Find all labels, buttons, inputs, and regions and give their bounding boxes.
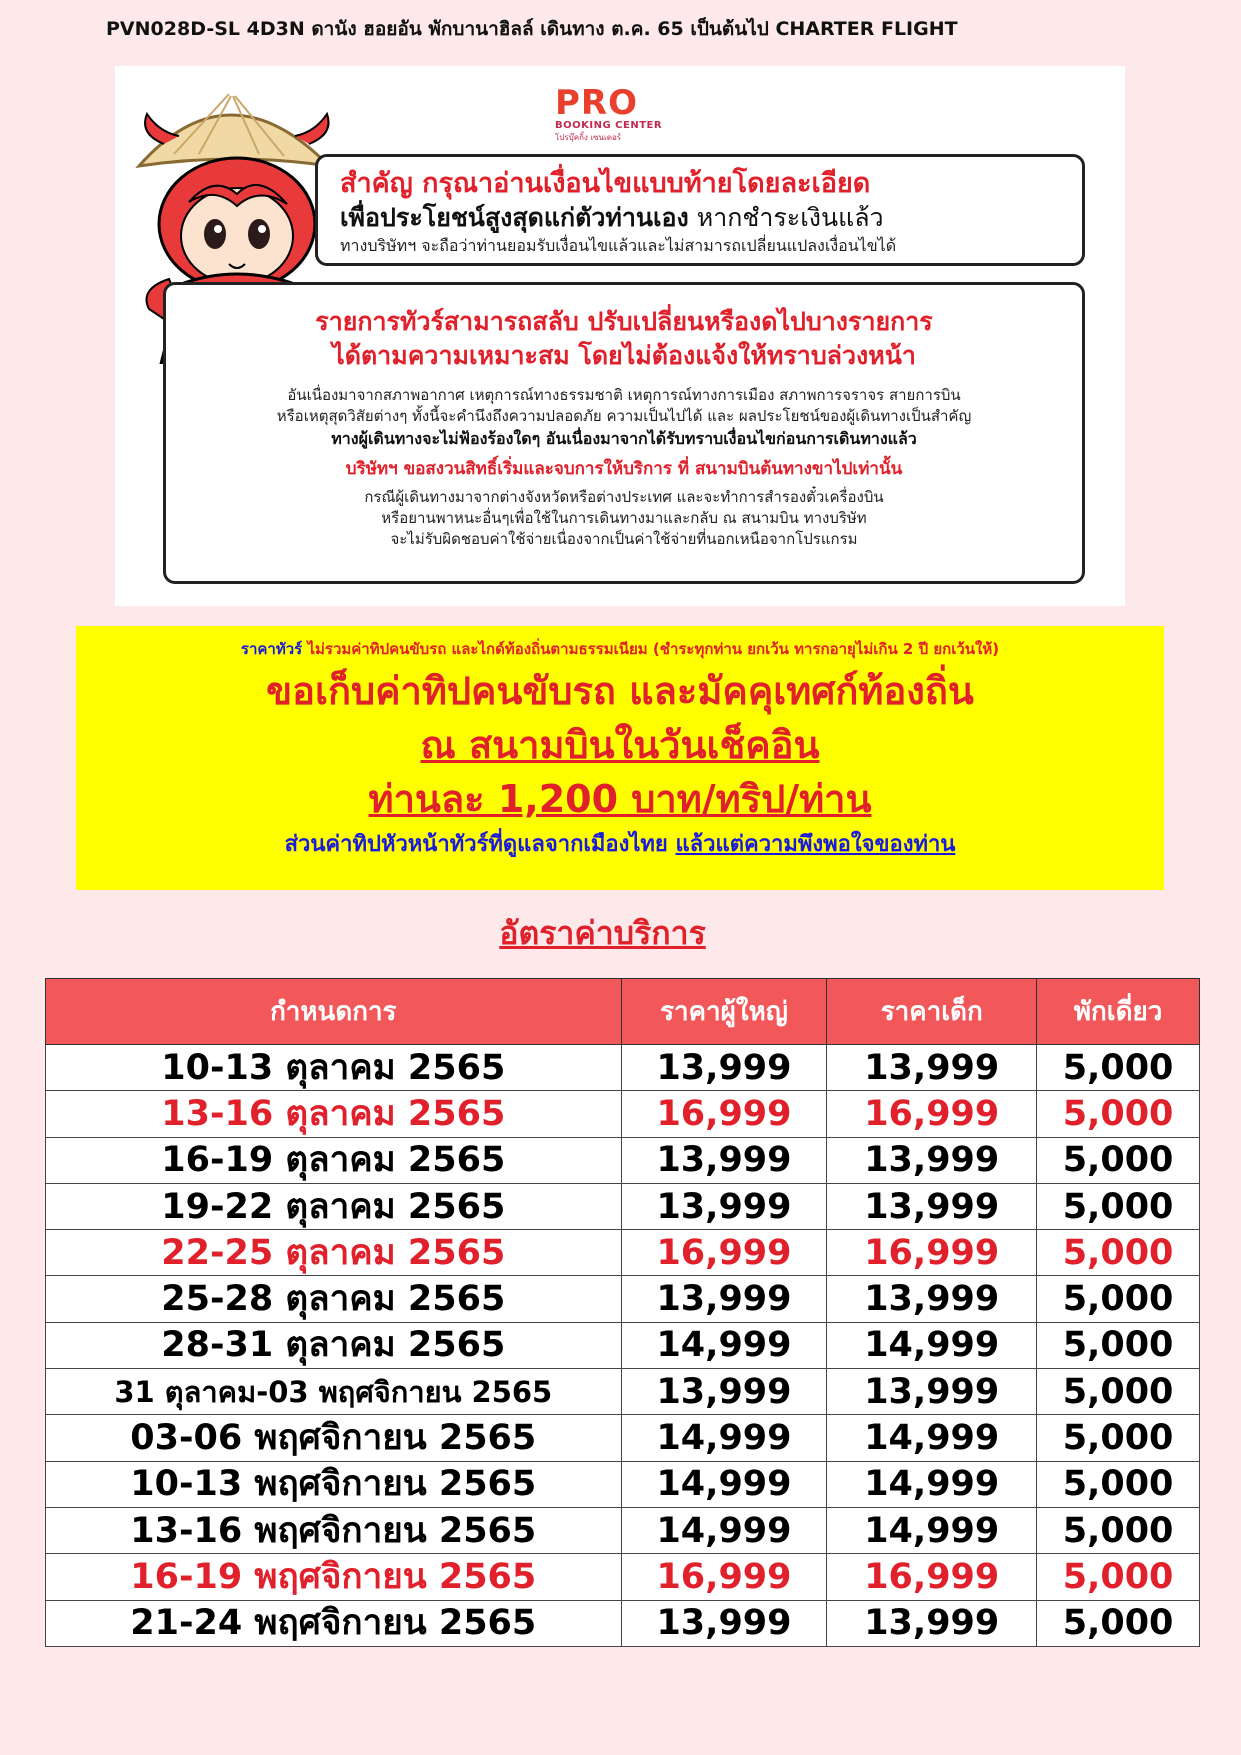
schedule-cell: 16-19 ตุลาคม 2565 bbox=[46, 1137, 622, 1183]
schedule-cell: 10-13 ตุลาคม 2565 bbox=[46, 1045, 622, 1091]
child-price-cell: 14,999 bbox=[827, 1322, 1037, 1368]
tip-note: ราคาทัวร์ ไม่รวมค่าทิปคนขับรถ และไกด์ท้องถิ่นตามธรรมเนียม (ชำระทุกท่าน ยกเว้น ทารกอายุไม่เกิน 2 ปี ยกเว้นให้) bbox=[240, 640, 1000, 658]
table-row bbox=[46, 1600, 1200, 1646]
adult-price-cell: 16,999 bbox=[621, 1230, 827, 1276]
adult-price-cell: 16,999 bbox=[621, 1554, 827, 1600]
table-row bbox=[46, 1091, 1200, 1137]
table-row bbox=[46, 1554, 1200, 1600]
tour-leader-tip-line: ส่วนค่าทิปหัวหน้าทัวร์ที่ดูแลจากเมืองไทย แล้วแต่ความพึงพอใจของท่าน bbox=[284, 832, 956, 857]
adult-price-cell: 13,999 bbox=[621, 1137, 827, 1183]
table-row bbox=[46, 1137, 1200, 1183]
tip-line-1: ขอเก็บค่าทิปคนขับรถ และมัคคุเทศก์ท้องถิ่น bbox=[266, 669, 974, 713]
itinerary-change-box bbox=[163, 282, 1085, 584]
adult-price-cell: 16,999 bbox=[621, 1091, 827, 1137]
single-supplement-cell: 5,000 bbox=[1037, 1183, 1200, 1229]
schedule-cell: 19-22 ตุลาคม 2565 bbox=[46, 1183, 622, 1229]
important-line-2: เพื่อประโยชน์สูงสุดแก่ตัวท่านเอง หากชำระเงินแล้ว bbox=[340, 203, 884, 232]
table-row bbox=[46, 1276, 1200, 1322]
child-price-cell: 13,999 bbox=[827, 1183, 1037, 1229]
col-schedule: กำหนดการ bbox=[46, 979, 622, 1045]
adult-price-cell: 13,999 bbox=[621, 1183, 827, 1229]
schedule-cell: 25-28 ตุลาคม 2565 bbox=[46, 1276, 622, 1322]
table-row bbox=[46, 1230, 1200, 1276]
itinerary-body-6: จะไม่รับผิดชอบค่าใช้จ่ายเนื่องจากเป็นค่าใช้จ่ายที่นอกเหนือจากโปรแกรม bbox=[390, 530, 858, 548]
table-row bbox=[46, 1045, 1200, 1091]
child-price-cell: 13,999 bbox=[827, 1045, 1037, 1091]
child-price-cell: 13,999 bbox=[827, 1369, 1037, 1415]
price-table bbox=[45, 978, 1200, 1647]
table-row bbox=[46, 1369, 1200, 1415]
child-price-cell: 14,999 bbox=[827, 1461, 1037, 1507]
itinerary-body-1: อันเนื่องมาจากสภาพอากาศ เหตุการณ์ทางธรรมชาติ เหตุการณ์ทางการเมือง สภาพการจราจร สายการบิน bbox=[287, 386, 961, 404]
child-price-cell: 13,999 bbox=[827, 1600, 1037, 1646]
child-price-cell: 14,999 bbox=[827, 1507, 1037, 1553]
single-supplement-cell: 5,000 bbox=[1037, 1554, 1200, 1600]
single-supplement-cell: 5,000 bbox=[1037, 1461, 1200, 1507]
adult-price-cell: 13,999 bbox=[621, 1369, 827, 1415]
single-supplement-cell: 5,000 bbox=[1037, 1276, 1200, 1322]
price-table-header bbox=[46, 979, 1200, 1045]
table-row bbox=[46, 1415, 1200, 1461]
conditions-banner bbox=[115, 66, 1125, 606]
col-child-price: ราคาเด็ก bbox=[827, 979, 1037, 1045]
adult-price-cell: 14,999 bbox=[621, 1322, 827, 1368]
itinerary-body-4: กรณีผู้เดินทางมาจากต่างจังหวัดหรือต่างประเทศ และจะทำการสำรองตั๋วเครื่องบิน bbox=[364, 488, 884, 506]
itinerary-body-2: หรือเหตุสุดวิสัยต่างๆ ทั้งนี้จะคำนึงถึงความปลอดภัย ความเป็นไปได้ และ ผลประโยชน์ของผู้เดินทางเป็นสำคัญ bbox=[276, 407, 972, 425]
adult-price-cell: 14,999 bbox=[621, 1461, 827, 1507]
col-adult-price: ราคาผู้ใหญ่ bbox=[621, 979, 827, 1045]
itinerary-body-5: หรือยานพาหนะอื่นๆเพื่อใช้ในการเดินทางมาและกลับ ณ สนามบิน ทางบริษัท bbox=[381, 509, 867, 527]
itinerary-body-3: ทางผู้เดินทางจะไม่ฟ้องร้องใดๆ อันเนื่องมาจากได้รับทราบเงื่อนไขก่อนการเดินทางแล้ว bbox=[331, 429, 917, 448]
schedule-cell: 13-16 ตุลาคม 2565 bbox=[46, 1091, 622, 1137]
adult-price-cell: 14,999 bbox=[621, 1415, 827, 1461]
single-supplement-cell: 5,000 bbox=[1037, 1137, 1200, 1183]
col-single-supplement: พักเดี่ยว bbox=[1037, 979, 1200, 1045]
single-supplement-cell: 5,000 bbox=[1037, 1369, 1200, 1415]
single-supplement-cell: 5,000 bbox=[1037, 1600, 1200, 1646]
single-supplement-cell: 5,000 bbox=[1037, 1415, 1200, 1461]
rates-title: อัตราค่าบริการ bbox=[499, 914, 706, 952]
adult-price-cell: 13,999 bbox=[621, 1045, 827, 1091]
single-supplement-cell: 5,000 bbox=[1037, 1091, 1200, 1137]
tip-line-2: ณ สนามบินในวันเช็คอิน bbox=[420, 723, 820, 767]
document-title: PVN028D-SL 4D3N ดานัง ฮอยอัน พักบานาฮิลล์ เดินทาง ต.ค. 65 เป็นต้นไป CHARTER FLIGHT bbox=[106, 18, 958, 40]
schedule-cell: 31 ตุลาคม-03 พฤศจิกายน 2565 bbox=[46, 1369, 622, 1415]
adult-price-cell: 13,999 bbox=[621, 1600, 827, 1646]
child-price-cell: 16,999 bbox=[827, 1554, 1037, 1600]
adult-price-cell: 13,999 bbox=[621, 1276, 827, 1322]
schedule-cell: 28-31 ตุลาคม 2565 bbox=[46, 1322, 622, 1368]
schedule-cell: 03-06 พฤศจิกายน 2565 bbox=[46, 1415, 622, 1461]
single-supplement-cell: 5,000 bbox=[1037, 1230, 1200, 1276]
schedule-cell: 21-24 พฤศจิกายน 2565 bbox=[46, 1600, 622, 1646]
single-supplement-cell: 5,000 bbox=[1037, 1322, 1200, 1368]
tip-price-line: ท่านละ 1,200 บาท/ทริป/ท่าน bbox=[368, 777, 872, 821]
important-line-3: ทางบริษัทฯ จะถือว่าท่านยอมรับเงื่อนไขแล้วและไม่สามารถเปลี่ยนแปลงเงื่อนไขได้ bbox=[340, 236, 897, 255]
schedule-cell: 10-13 พฤศจิกายน 2565 bbox=[46, 1461, 622, 1507]
single-supplement-cell: 5,000 bbox=[1037, 1045, 1200, 1091]
child-price-cell: 16,999 bbox=[827, 1230, 1037, 1276]
itinerary-heading-1: รายการทัวร์สามารถสลับ ปรับเปลี่ยนหรืองดไปบางรายการ bbox=[315, 307, 933, 336]
important-heading: สำคัญ กรุณาอ่านเงื่อนไขแบบท้ายโดยละเอียด bbox=[340, 168, 871, 199]
child-price-cell: 14,999 bbox=[827, 1415, 1037, 1461]
table-row bbox=[46, 1322, 1200, 1368]
child-price-cell: 13,999 bbox=[827, 1276, 1037, 1322]
reserve-rights-text: บริษัทฯ ขอสงวนสิทธิ์เริ่มและจบการให้บริการ ที่ สนามบินต้นทางขาไปเท่านั้น bbox=[345, 459, 903, 479]
child-price-cell: 16,999 bbox=[827, 1091, 1037, 1137]
schedule-cell: 16-19 พฤศจิกายน 2565 bbox=[46, 1554, 622, 1600]
adult-price-cell: 14,999 bbox=[621, 1507, 827, 1553]
single-supplement-cell: 5,000 bbox=[1037, 1507, 1200, 1553]
tip-notice bbox=[76, 626, 1164, 890]
child-price-cell: 13,999 bbox=[827, 1137, 1037, 1183]
table-row bbox=[46, 1461, 1200, 1507]
important-notice-box bbox=[315, 154, 1085, 266]
schedule-cell: 22-25 ตุลาคม 2565 bbox=[46, 1230, 622, 1276]
itinerary-heading-2: ได้ตามความเหมาะสม โดยไม่ต้องแจ้งให้ทราบล่วงหน้า bbox=[332, 341, 916, 370]
table-row bbox=[46, 1183, 1200, 1229]
table-row bbox=[46, 1507, 1200, 1553]
schedule-cell: 13-16 พฤศจิกายน 2565 bbox=[46, 1507, 622, 1553]
pro-booking-logo: PRO BOOKING CENTER โปรบุ๊คกิ้ง เซนเตอร์ bbox=[555, 83, 663, 142]
